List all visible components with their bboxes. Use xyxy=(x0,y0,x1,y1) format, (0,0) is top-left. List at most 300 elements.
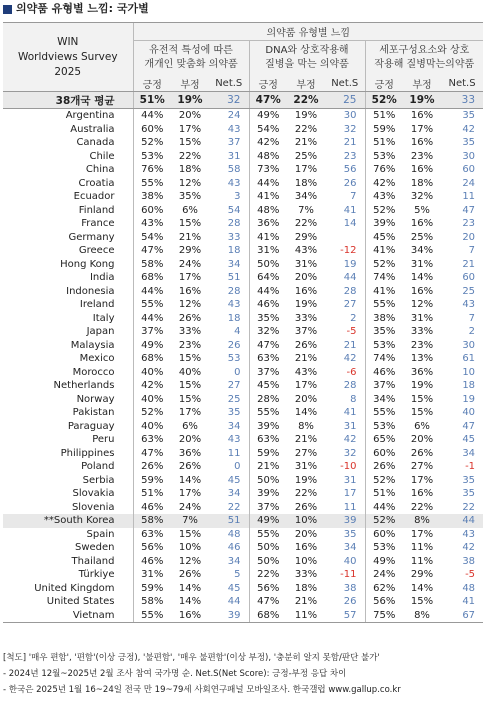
cell: 34% xyxy=(294,191,318,202)
cell: 40% xyxy=(133,366,171,380)
cell: 22% xyxy=(178,150,202,162)
cell: 16% xyxy=(410,164,434,175)
col-negative: 부정 xyxy=(171,75,209,92)
cell-net: -6 xyxy=(346,366,357,378)
cell: 36% xyxy=(410,366,434,378)
country-name: United States xyxy=(46,596,115,607)
table-row xyxy=(3,150,483,164)
cell-net: 24 xyxy=(227,110,241,121)
cell-net: 42 xyxy=(462,123,476,135)
cell: 15% xyxy=(178,137,202,148)
table-row xyxy=(3,177,483,191)
cell: 18% xyxy=(294,582,318,594)
cell: 22% xyxy=(249,568,287,582)
cell-net: 19 xyxy=(343,258,357,270)
cell-net: 32 xyxy=(343,123,357,135)
cell-net: 43 xyxy=(227,299,241,310)
col-positive: 긍정 xyxy=(249,75,287,92)
cell: 59% xyxy=(249,447,287,461)
cell-net: 30 xyxy=(462,339,476,351)
cell: 54% xyxy=(133,231,171,245)
cell: 49% xyxy=(249,514,287,528)
cell-net: 25 xyxy=(462,285,476,297)
cell: 47% xyxy=(249,339,287,353)
cell: 14% xyxy=(410,272,434,283)
cell-net: 28 xyxy=(343,380,357,391)
cell-net: 7 xyxy=(350,191,357,202)
cell: 55% xyxy=(365,406,403,420)
cell-net: 34 xyxy=(227,258,241,270)
cell-net: 31 xyxy=(227,150,241,162)
cell: 53% xyxy=(365,541,403,555)
cell-net: 28 xyxy=(227,218,241,229)
cell: 53% xyxy=(133,150,171,164)
cell: 41% xyxy=(365,244,403,258)
country-name: Serbia xyxy=(82,474,115,486)
cell: 8% xyxy=(403,514,441,528)
note-period: - 2024년 12월~2025년 2월 조사 참여 국가명 순. Net.S(Net Score): 긍정-부정 응답 차이 xyxy=(3,669,347,679)
cell-net: 35 xyxy=(343,528,357,540)
cell: 52% xyxy=(365,92,403,109)
cell: 48% xyxy=(249,150,287,164)
section3-line2: 작용해 질병막는의약품 xyxy=(374,59,475,70)
cell: 16% xyxy=(410,137,434,148)
cell: 16% xyxy=(410,488,434,499)
country-name: France xyxy=(81,218,115,229)
cell: 41% xyxy=(249,190,287,204)
cell-net: 22 xyxy=(462,501,476,513)
cell: 51% xyxy=(133,487,171,501)
cell: 14% xyxy=(178,582,202,594)
cell: 48% xyxy=(249,204,287,218)
section3-line1: 세포구성요소와 상호 xyxy=(379,45,470,56)
cell-net: 4 xyxy=(234,326,241,337)
footnotes xyxy=(3,650,483,698)
cell: 51% xyxy=(133,92,171,109)
country-name: Türkiye xyxy=(78,569,115,580)
cell-net: 58 xyxy=(227,164,241,175)
cell: 49% xyxy=(365,555,403,569)
table-row xyxy=(3,474,483,488)
cell: 15% xyxy=(410,407,434,418)
cell-net: 25 xyxy=(325,92,365,109)
cell: 63% xyxy=(249,433,287,447)
cell-net: -12 xyxy=(340,245,357,256)
cell-net: 26 xyxy=(227,339,241,351)
cell-net: 46 xyxy=(227,542,241,553)
cell: 12% xyxy=(178,555,202,567)
cell: 44% xyxy=(133,109,171,123)
cell: 59% xyxy=(133,582,171,596)
cell-net: 53 xyxy=(227,353,241,364)
cell: 19% xyxy=(171,92,209,109)
cell-net: 0 xyxy=(234,461,241,472)
table-row xyxy=(3,366,483,380)
cell: 60% xyxy=(133,123,171,137)
cell: 20% xyxy=(410,434,434,445)
cell: 24% xyxy=(365,568,403,582)
cell-net: 11 xyxy=(227,447,241,459)
cell: 17% xyxy=(178,272,202,283)
cell-net: 48 xyxy=(462,582,476,594)
cell: 11% xyxy=(287,609,325,623)
country-name: Malaysia xyxy=(70,339,115,351)
cell: 37% xyxy=(249,366,287,380)
cell: 43% xyxy=(294,245,318,256)
country-name: Australia xyxy=(70,123,115,135)
cell: 50% xyxy=(249,541,287,555)
country-name: Peru xyxy=(92,434,115,445)
table-row xyxy=(3,433,483,447)
cell-net: 54 xyxy=(227,204,241,216)
cell: 31% xyxy=(410,258,434,270)
cell-net: 35 xyxy=(227,407,241,418)
cell: 17% xyxy=(410,123,434,135)
section1-line1: 유전적 특성에 따른 xyxy=(149,45,233,56)
table-row xyxy=(3,190,483,204)
cell: 7% xyxy=(298,204,314,216)
cell: 21% xyxy=(294,596,318,607)
cell: 21% xyxy=(294,434,318,445)
cell: 39% xyxy=(365,217,403,231)
cell: 8% xyxy=(298,420,314,432)
cell: 60% xyxy=(365,528,403,542)
cell: 58% xyxy=(133,514,171,528)
country-name: Norway xyxy=(76,393,115,405)
cell: 23% xyxy=(178,339,202,351)
table-row xyxy=(3,231,483,245)
cell: 26% xyxy=(294,339,318,351)
cell: 22% xyxy=(410,501,434,513)
table-row xyxy=(3,406,483,420)
table-row xyxy=(3,595,483,609)
cell: 25% xyxy=(294,150,318,162)
cell-net: 31 xyxy=(343,474,357,486)
cell: 46% xyxy=(133,555,171,569)
cell: 58% xyxy=(133,595,171,609)
cell: 12% xyxy=(178,299,202,310)
cell-net: -5 xyxy=(465,569,476,580)
country-name: Italy xyxy=(92,312,115,324)
cell: 55% xyxy=(133,609,171,623)
country-name: Spain xyxy=(86,528,115,540)
cell-net: 60 xyxy=(462,272,476,283)
cell-net: 42 xyxy=(343,353,357,364)
cell-net: 35 xyxy=(462,110,476,121)
cell-net: 42 xyxy=(343,434,357,445)
cell: 19% xyxy=(294,110,318,121)
cell-net: 8 xyxy=(350,393,357,405)
cell: 12% xyxy=(178,177,202,189)
section-header-2 xyxy=(249,41,365,76)
table-row xyxy=(3,298,483,312)
cell-net: 43 xyxy=(227,177,241,189)
cell: 32% xyxy=(410,191,434,202)
cell: 17% xyxy=(178,488,202,499)
country-name: Philippines xyxy=(60,447,115,459)
cell-net: 35 xyxy=(462,474,476,486)
cell: 15% xyxy=(178,218,202,229)
cell: 31% xyxy=(410,312,434,324)
cell-net: 17 xyxy=(343,488,357,499)
cell-net: 0 xyxy=(234,366,241,378)
cell-net: 48 xyxy=(227,528,241,540)
cell: 20% xyxy=(178,110,202,121)
cell: 31% xyxy=(249,244,287,258)
cell: 10% xyxy=(294,555,318,567)
cell-net: 60 xyxy=(462,164,476,175)
cell-net: 34 xyxy=(462,447,476,459)
cell: 21% xyxy=(178,231,202,243)
country-name: Slovakia xyxy=(72,488,115,499)
table-row xyxy=(3,285,483,299)
cell: 39% xyxy=(249,487,287,501)
cell: 14% xyxy=(178,596,202,607)
cell: 22% xyxy=(294,218,318,229)
cell: 22% xyxy=(287,92,325,109)
cell: 19% xyxy=(410,380,434,391)
cell: 26% xyxy=(178,312,202,324)
cell-net: 34 xyxy=(227,555,241,567)
cell-net: 39 xyxy=(325,514,365,528)
cell: 38% xyxy=(133,190,171,204)
cell-net: 45 xyxy=(227,474,241,486)
cell: 52% xyxy=(365,474,403,488)
cell-net: 41 xyxy=(462,596,476,607)
section1-line2: 개개인 맞춤화 의약품 xyxy=(144,59,238,70)
cell: 6% xyxy=(414,420,430,432)
cell: 6% xyxy=(182,420,198,432)
cell: 55% xyxy=(133,298,171,312)
cell: 52% xyxy=(133,136,171,150)
cell: 40% xyxy=(178,366,202,378)
cell-net: 30 xyxy=(462,150,476,162)
cell-net: 35 xyxy=(462,137,476,148)
cell: 76% xyxy=(365,163,403,177)
cell-net: 21 xyxy=(343,137,357,148)
cell-net: 43 xyxy=(462,299,476,310)
cell: 52% xyxy=(365,514,403,528)
country-name: China xyxy=(85,164,115,175)
country-name: Paraguay xyxy=(67,420,115,432)
cell: 33% xyxy=(410,326,434,337)
table-row xyxy=(3,568,483,582)
cell: 20% xyxy=(294,393,318,405)
cell: 10% xyxy=(287,514,325,528)
col-negative: 부정 xyxy=(403,75,441,92)
cell-net: 23 xyxy=(462,218,476,229)
cell: 17% xyxy=(178,407,202,418)
cell-net: 33 xyxy=(227,231,241,243)
cell: 27% xyxy=(410,461,434,472)
cell: 55% xyxy=(133,177,171,191)
cell: 74% xyxy=(365,352,403,366)
table-row xyxy=(3,123,483,137)
cell-net: 30 xyxy=(343,110,357,121)
table-row xyxy=(3,136,483,150)
cell: 63% xyxy=(133,433,171,447)
country-name: Pakistan xyxy=(72,407,115,418)
cell: 23% xyxy=(410,339,434,351)
cell: 20% xyxy=(178,434,202,445)
cell: 26% xyxy=(178,461,202,472)
cell: 52% xyxy=(133,406,171,420)
cell: 11% xyxy=(410,555,434,567)
table-row xyxy=(3,420,483,434)
cell: 20% xyxy=(294,528,318,540)
cell: 45% xyxy=(249,379,287,393)
table-row xyxy=(3,447,483,461)
cell: 47% xyxy=(133,244,171,258)
country-name: Ireland xyxy=(79,299,115,310)
cell: 25% xyxy=(410,231,434,243)
cell-net: 5 xyxy=(234,569,241,580)
country-name: Greece xyxy=(78,245,115,256)
cell: 74% xyxy=(365,271,403,285)
cell-net: 45 xyxy=(462,434,476,445)
cell-net xyxy=(325,231,365,245)
cell: 53% xyxy=(365,150,403,164)
cell: 17% xyxy=(178,123,202,135)
cell: 29% xyxy=(410,569,434,580)
cell: 26% xyxy=(365,460,403,474)
country-name: Japan xyxy=(86,326,115,337)
cell: 51% xyxy=(365,109,403,123)
cell: 46% xyxy=(133,501,171,515)
col-net: Net.S xyxy=(441,75,483,92)
cell: 76% xyxy=(133,163,171,177)
col-net: Net.S xyxy=(209,75,249,92)
cell: 45% xyxy=(365,231,403,245)
cell-net: 38 xyxy=(462,555,476,567)
title-bullet-icon xyxy=(3,5,12,14)
cell: 15% xyxy=(410,393,434,405)
cell: 46% xyxy=(365,366,403,380)
country-name: Slovenia xyxy=(71,501,115,513)
note-scale: [척도] '매우 편함', '편함'(이상 긍정), '불편함', '매우 불편함'(이상 부정), '충분히 알지 못함/판단 불가' xyxy=(3,653,380,663)
group-title: 의약품 유형별 느낌 xyxy=(133,23,483,41)
cell: 49% xyxy=(249,109,287,123)
table-row xyxy=(3,379,483,393)
cell-net: 7 xyxy=(468,245,476,256)
cell: 52% xyxy=(365,258,403,272)
cell: 34% xyxy=(410,245,434,256)
cell-net: 32 xyxy=(209,92,249,109)
cell-net: 11 xyxy=(462,191,476,202)
cell: 64% xyxy=(249,271,287,285)
corner-line1: WIN xyxy=(57,35,79,48)
cell: 18% xyxy=(294,177,318,189)
note-korea: - 한국은 2025년 1월 16~24일 전국 만 19~79세 사회연구패널 모바일조사. 한국갤럽 www.gallup.co.kr xyxy=(3,685,401,695)
cell: 16% xyxy=(410,218,434,229)
cell: 33% xyxy=(178,326,202,337)
average-row xyxy=(3,92,483,109)
table-row xyxy=(3,109,483,123)
cell: 39% xyxy=(249,420,287,434)
section2-line2: 질병을 막는 의약품 xyxy=(265,59,349,70)
corner-line2: Worldviews Survey xyxy=(17,50,118,63)
cell: 53% xyxy=(365,420,403,434)
country-name: Mexico xyxy=(79,353,115,364)
table-row xyxy=(3,460,483,474)
country-name: Germany xyxy=(68,231,115,243)
cell: 35% xyxy=(365,325,403,339)
cell: 15% xyxy=(178,528,202,540)
cell: 11% xyxy=(410,542,434,553)
cell: 42% xyxy=(365,177,403,191)
cell: 5% xyxy=(414,204,430,216)
table-row xyxy=(3,163,483,177)
cell-net: 21 xyxy=(462,258,476,270)
cell-net: 34 xyxy=(227,488,241,499)
cell: 33% xyxy=(294,312,318,324)
cell: 15% xyxy=(178,380,202,391)
cell: 28% xyxy=(249,393,287,407)
page-title xyxy=(3,2,149,16)
country-name: United Kingdom xyxy=(34,582,115,594)
cell: 24% xyxy=(178,501,202,513)
cell-net: 22 xyxy=(227,501,241,513)
table-row xyxy=(3,555,483,569)
corner-line3: 2025 xyxy=(54,65,82,78)
cell: 44% xyxy=(133,285,171,299)
cell-net: 31 xyxy=(343,420,357,432)
cell-net: -10 xyxy=(340,461,357,472)
cell: 51% xyxy=(365,136,403,150)
cell: 47% xyxy=(249,92,287,109)
table-row xyxy=(3,528,483,542)
cell: 16% xyxy=(171,609,209,623)
country-name: Morocco xyxy=(72,366,115,378)
cell: 18% xyxy=(178,164,202,175)
cell: 73% xyxy=(249,163,287,177)
cell-net: 56 xyxy=(343,164,357,175)
table-row xyxy=(3,204,483,218)
cell: 21% xyxy=(249,460,287,474)
cell-net: 43 xyxy=(227,123,241,135)
cell-net: 7 xyxy=(468,312,476,324)
survey-table xyxy=(3,22,483,623)
cell: 44% xyxy=(133,312,171,326)
cell-net: 43 xyxy=(462,528,476,540)
cell: 50% xyxy=(249,258,287,272)
cell: 37% xyxy=(365,379,403,393)
cell-net: 51 xyxy=(209,514,249,528)
country-name: **South Korea xyxy=(3,514,133,528)
cell-net: 45 xyxy=(227,582,241,594)
cell: 8% xyxy=(403,609,441,623)
cell: 23% xyxy=(410,150,434,162)
cell: 56% xyxy=(249,582,287,596)
cell: 68% xyxy=(249,609,287,623)
table-row xyxy=(3,244,483,258)
cell: 36% xyxy=(249,217,287,231)
cell: 31% xyxy=(294,461,318,472)
table-row xyxy=(3,217,483,231)
cell-net: 61 xyxy=(462,353,476,364)
cell: 32% xyxy=(249,325,287,339)
country-name: Ecuador xyxy=(73,191,115,202)
country-name: Hong Kong xyxy=(60,258,115,270)
cell: 16% xyxy=(294,542,318,553)
cell: 12% xyxy=(410,299,434,310)
cell: 17% xyxy=(410,474,434,486)
cell: 21% xyxy=(294,137,318,148)
col-net: Net.S xyxy=(325,75,365,92)
country-name: Argentina xyxy=(65,110,115,121)
cell-net: 18 xyxy=(227,312,241,324)
cell: 18% xyxy=(410,177,434,189)
